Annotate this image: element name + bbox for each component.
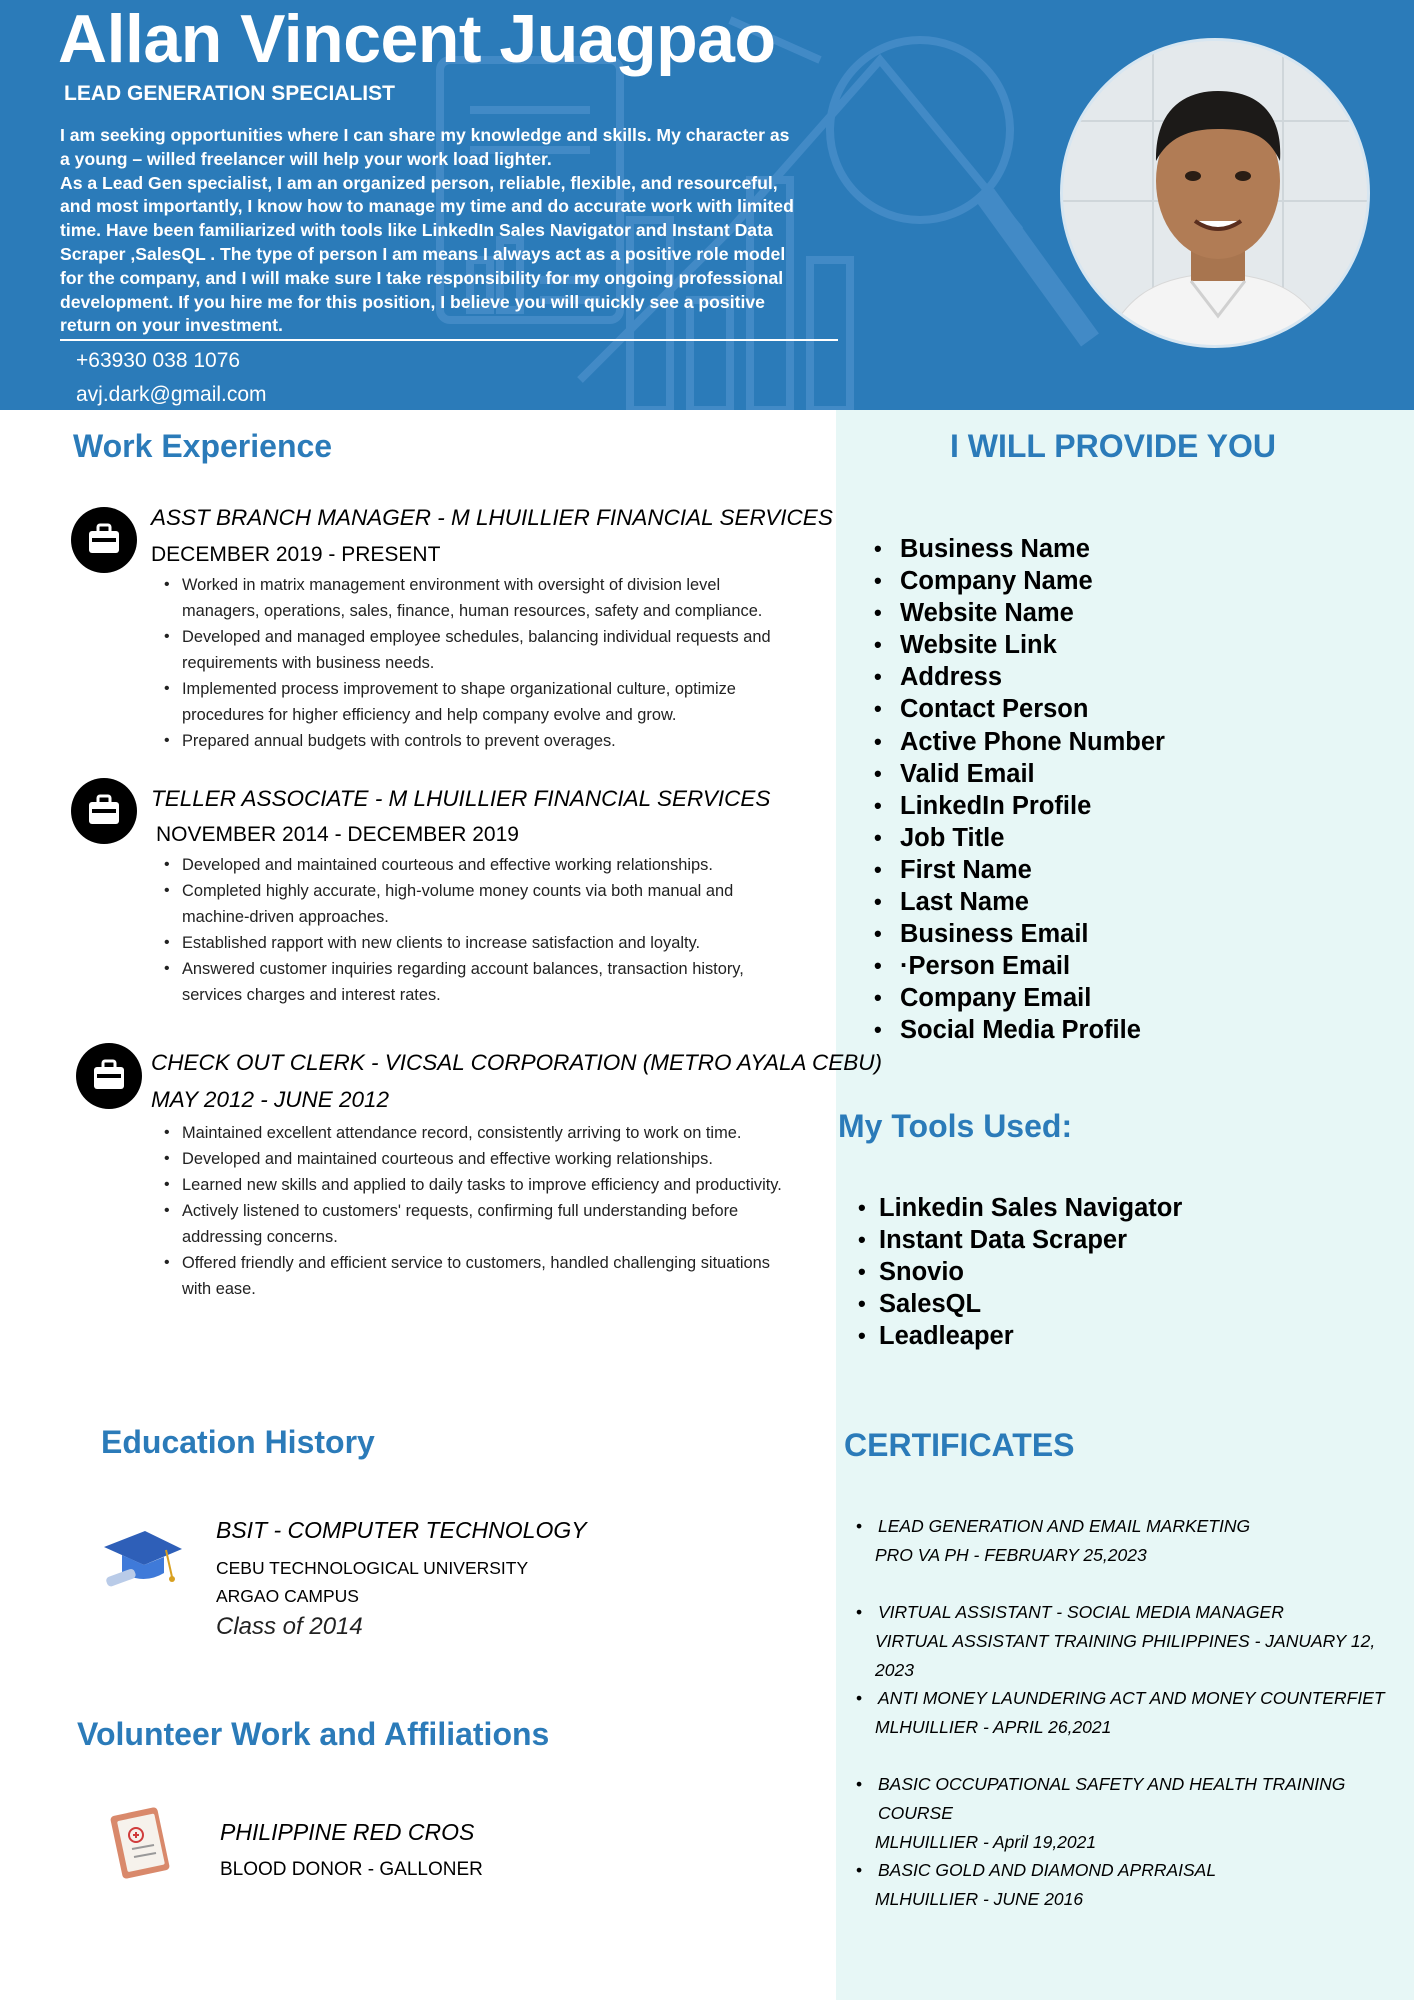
list-item: • Social Media Profile bbox=[874, 1014, 1165, 1046]
job-date: NOVEMBER 2014 - DECEMBER 2019 bbox=[156, 823, 519, 846]
certificate-item bbox=[856, 1512, 1250, 1570]
certificate-detail: MLHUILLIER - JUNE 2016 bbox=[875, 1889, 1084, 1909]
list-item bbox=[157, 1172, 782, 1198]
profile-photo bbox=[1060, 38, 1370, 348]
candidate-name: Allan Vincent Juagpao bbox=[58, 1, 776, 77]
list-item bbox=[157, 572, 771, 624]
briefcase-icon bbox=[71, 507, 137, 573]
candidate-role: LEAD GENERATION SPECIALIST bbox=[64, 82, 395, 105]
list-item: • First Name bbox=[874, 854, 1165, 886]
certificate-name: • ANTI MONEY LAUNDERING ACT AND MONEY COUNTERFIET bbox=[856, 1684, 1385, 1713]
list-item: • Valid Email bbox=[874, 758, 1165, 790]
job-bullet-list bbox=[157, 1120, 782, 1302]
job-bullet-list bbox=[157, 572, 771, 754]
list-item: • Website Link bbox=[874, 629, 1165, 661]
bullet-line: managers, operations, sales, finance, human resources, safety and compliance. bbox=[182, 602, 763, 620]
job-date: DECEMBER 2019 - PRESENT bbox=[151, 543, 441, 566]
briefcase-icon bbox=[76, 1043, 142, 1109]
bullet-line: Prepared annual budgets with controls to prevent overages. bbox=[182, 732, 616, 750]
certificate-item bbox=[856, 1856, 1216, 1914]
bullet-line: Established rapport with new clients to increase satisfaction and loyalty. bbox=[182, 934, 701, 952]
list-item: • Last Name bbox=[874, 886, 1165, 918]
bullet-line: services charges and interest rates. bbox=[182, 986, 441, 1004]
certificate-detail: MLHUILLIER - APRIL 26,2021 bbox=[875, 1717, 1112, 1737]
list-item bbox=[157, 1198, 782, 1250]
list-item: • Website Name bbox=[874, 597, 1165, 629]
bullet-line: with ease. bbox=[182, 1280, 256, 1298]
tools-heading: My Tools Used: bbox=[838, 1108, 1073, 1144]
summary-line: return on your investment. bbox=[60, 315, 283, 336]
list-item: • LinkedIn Profile bbox=[874, 790, 1165, 822]
bullet-line: Developed and managed employee schedules, balancing individual requests and bbox=[182, 628, 771, 646]
summary-line: Scraper ,SalesQL . The type of person I am means I always act as a positive role model bbox=[60, 243, 786, 264]
list-item: • SalesQL bbox=[858, 1288, 1182, 1320]
list-item: • ·Person Email bbox=[874, 950, 1165, 982]
list-item bbox=[157, 956, 744, 1008]
list-item: • Business Name bbox=[874, 533, 1165, 565]
list-item: • Company Name bbox=[874, 565, 1165, 597]
list-item bbox=[157, 930, 744, 956]
medical-clipboard-icon bbox=[108, 1803, 180, 1883]
certificate-name: • VIRTUAL ASSISTANT - SOCIAL MEDIA MANAGER bbox=[856, 1598, 1414, 1627]
volunteer-organization: PHILIPPINE RED CROS bbox=[220, 1819, 475, 1845]
job-title: CHECK OUT CLERK - VICSAL CORPORATION (METRO AYALA CEBU) bbox=[151, 1050, 882, 1075]
certificate-name: • BASIC GOLD AND DIAMOND APRRAISAL bbox=[856, 1856, 1216, 1885]
list-item: • Address bbox=[874, 661, 1165, 693]
education-heading: Education History bbox=[101, 1424, 375, 1460]
summary-line: development. If you hire me for this position, I believe you will quickly see a positive bbox=[60, 291, 765, 312]
job-title: TELLER ASSOCIATE - M LHUILLIER FINANCIAL SERVICES bbox=[151, 786, 771, 811]
tools-list bbox=[858, 1192, 1182, 1352]
list-item bbox=[157, 1250, 782, 1302]
volunteer-heading: Volunteer Work and Affiliations bbox=[77, 1716, 550, 1752]
list-item bbox=[157, 624, 771, 676]
certificate-item bbox=[856, 1598, 1414, 1685]
certificate-item bbox=[856, 1770, 1414, 1857]
list-item bbox=[157, 878, 744, 930]
bullet-line: Developed and maintained courteous and effective working relationships. bbox=[182, 1150, 713, 1168]
certificate-name: • LEAD GENERATION AND EMAIL MARKETING bbox=[856, 1512, 1250, 1541]
bullet-line: Worked in matrix management environment with oversight of division level bbox=[182, 576, 721, 594]
list-item bbox=[157, 1146, 782, 1172]
summary-line: time. Have been familiarized with tools like LinkedIn Sales Navigator and Instant Data bbox=[60, 220, 773, 241]
list-item: • Contact Person bbox=[874, 693, 1165, 725]
education-school: CEBU TECHNOLOGICAL UNIVERSITY bbox=[216, 1558, 529, 1578]
work-experience-heading: Work Experience bbox=[73, 428, 333, 464]
bullet-line: Learned new skills and applied to daily tasks to improve efficiency and productivity. bbox=[182, 1176, 782, 1194]
bullet-line: procedures for higher efficiency and help company evolve and grow. bbox=[182, 706, 677, 724]
bullet-line: Answered customer inquiries regarding account balances, transaction history, bbox=[182, 960, 744, 978]
certificate-item bbox=[856, 1684, 1385, 1742]
summary-line: and most importantly, I know how to manage my time and do accurate work with limited bbox=[60, 196, 794, 217]
job-date: MAY 2012 - JUNE 2012 bbox=[151, 1087, 390, 1112]
list-item: • Job Title bbox=[874, 822, 1165, 854]
summary-line: a young – willed freelancer will help your work load lighter. bbox=[60, 148, 552, 169]
bullet-line: machine-driven approaches. bbox=[182, 908, 389, 926]
email-address[interactable]: avj.dark@gmail.com bbox=[76, 383, 267, 406]
list-item bbox=[157, 676, 771, 728]
provide-list bbox=[874, 533, 1165, 1047]
provide-heading: I WILL PROVIDE YOU bbox=[950, 428, 1276, 464]
bullet-line: Implemented process improvement to shape organizational culture, optimize bbox=[182, 680, 736, 698]
summary-text bbox=[60, 124, 840, 338]
education-class: Class of 2014 bbox=[216, 1613, 363, 1640]
summary-line: for the company, and I will make sure I take responsibility for my ongoing professional bbox=[60, 267, 784, 288]
list-item: • Leadleaper bbox=[858, 1320, 1182, 1352]
job-title: ASST BRANCH MANAGER - M LHUILLIER FINANCIAL SERVICES bbox=[151, 505, 833, 530]
list-item: • Company Email bbox=[874, 982, 1165, 1014]
volunteer-role: BLOOD DONOR - GALLONER bbox=[220, 1859, 483, 1880]
certificate-name: • BASIC OCCUPATIONAL SAFETY AND HEALTH TRAINING COURSE bbox=[856, 1770, 1414, 1828]
list-item: • Business Email bbox=[874, 918, 1165, 950]
list-item bbox=[157, 852, 744, 878]
certificate-detail: VIRTUAL ASSISTANT TRAINING PHILIPPINES - JANUARY 12, 2023 bbox=[875, 1631, 1376, 1680]
bullet-line: Actively listened to customers' requests, confirming full understanding before bbox=[182, 1202, 739, 1220]
bullet-line: addressing concerns. bbox=[182, 1228, 338, 1246]
summary-line: I am seeking opportunities where I can share my knowledge and skills. My character as bbox=[60, 125, 790, 145]
header-divider bbox=[60, 339, 838, 341]
list-item: • Active Phone Number bbox=[874, 726, 1165, 758]
resume-header bbox=[0, 0, 1414, 410]
certificate-detail: MLHUILLIER - April 19,2021 bbox=[875, 1832, 1097, 1852]
certificates-heading: CERTIFICATES bbox=[844, 1427, 1075, 1463]
list-item: • Snovio bbox=[858, 1256, 1182, 1288]
graduation-cap-icon bbox=[100, 1525, 186, 1595]
summary-line: As a Lead Gen specialist, I am an organized person, reliable, flexible, and resourceful, bbox=[60, 172, 778, 193]
list-item: • Linkedin Sales Navigator bbox=[858, 1192, 1182, 1224]
bullet-line: Offered friendly and efficient service to customers, handled challenging situations bbox=[182, 1254, 770, 1272]
education-campus: ARGAO CAMPUS bbox=[216, 1586, 359, 1606]
job-bullet-list bbox=[157, 852, 744, 1008]
list-item bbox=[157, 728, 771, 754]
bullet-line: requirements with business needs. bbox=[182, 654, 435, 672]
list-item bbox=[157, 1120, 782, 1146]
briefcase-icon bbox=[71, 778, 137, 844]
bullet-line: Completed highly accurate, high-volume money counts via both manual and bbox=[182, 882, 734, 900]
phone-number: +63930 038 1076 bbox=[76, 349, 241, 372]
list-item: • Instant Data Scraper bbox=[858, 1224, 1182, 1256]
education-degree: BSIT - COMPUTER TECHNOLOGY bbox=[216, 1517, 587, 1543]
certificate-detail: PRO VA PH - FEBRUARY 25,2023 bbox=[875, 1545, 1147, 1565]
bullet-line: Developed and maintained courteous and effective working relationships. bbox=[182, 856, 713, 874]
bullet-line: Maintained excellent attendance record, consistently arriving to work on time. bbox=[182, 1124, 742, 1142]
